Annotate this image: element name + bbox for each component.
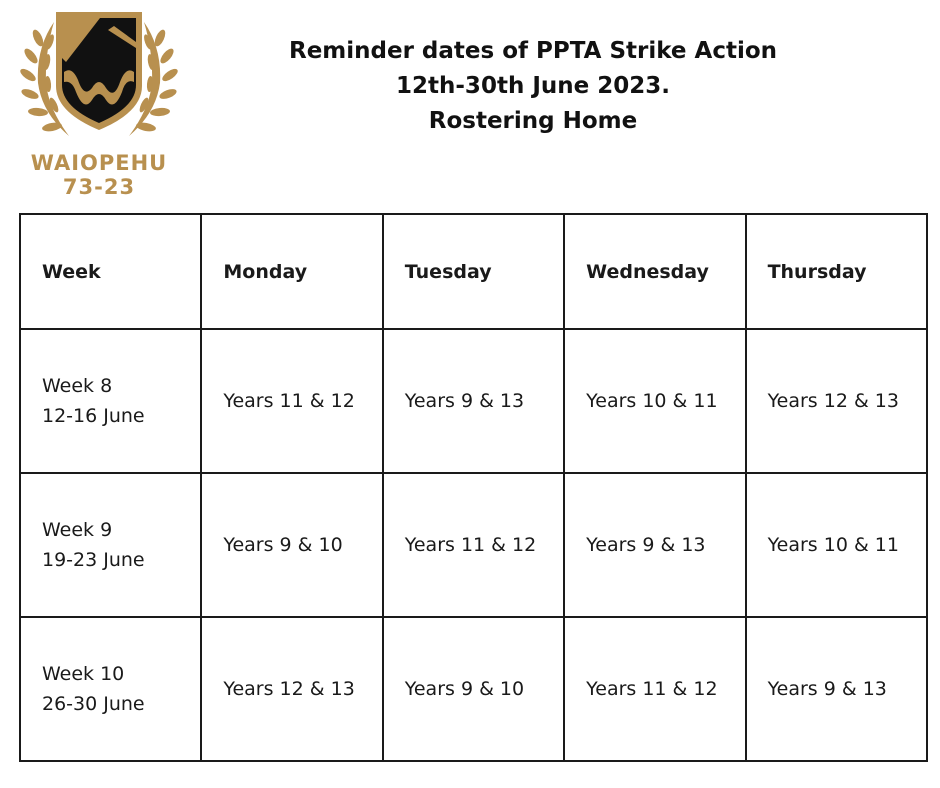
week-label: Week 10 (42, 663, 125, 685)
week-dates: 19-23 June (42, 549, 145, 571)
table-row (20, 473, 927, 617)
week-label: Week 8 (42, 375, 113, 397)
strike-roster-table (19, 213, 928, 762)
monday-cell: Years 12 & 13 (201, 617, 382, 761)
header-tuesday: Tuesday (383, 214, 564, 329)
logo-school-name: WAIOPEHU (30, 151, 168, 175)
school-crest-icon (14, 8, 184, 153)
school-logo (14, 8, 184, 198)
week-cell (20, 473, 201, 617)
thursday-cell: Years 9 & 13 (746, 617, 927, 761)
header-week: Week (20, 214, 201, 329)
week-cell (20, 617, 201, 761)
header-monday: Monday (201, 214, 382, 329)
wednesday-cell: Years 9 & 13 (564, 473, 745, 617)
thursday-cell: Years 12 & 13 (746, 329, 927, 473)
header-wednesday: Wednesday (564, 214, 745, 329)
week-dates: 26-30 June (42, 693, 145, 715)
wednesday-cell: Years 11 & 12 (564, 617, 745, 761)
monday-cell: Years 9 & 10 (201, 473, 382, 617)
monday-cell: Years 11 & 12 (201, 329, 382, 473)
table-row (20, 617, 927, 761)
title-line-2: 12th-30th June 2023. (396, 73, 670, 99)
logo-years: 73-23 (62, 175, 136, 199)
tuesday-cell: Years 9 & 13 (383, 329, 564, 473)
header-thursday: Thursday (746, 214, 927, 329)
week-label: Week 9 (42, 519, 113, 541)
tuesday-cell: Years 9 & 10 (383, 617, 564, 761)
title-line-3: Rostering Home (428, 108, 638, 134)
week-cell (20, 329, 201, 473)
wednesday-cell: Years 10 & 11 (564, 329, 745, 473)
week-dates: 12-16 June (42, 405, 145, 427)
title-line-1: Reminder dates of PPTA Strike Action (288, 38, 778, 64)
tuesday-cell: Years 11 & 12 (383, 473, 564, 617)
table-row (20, 329, 927, 473)
thursday-cell: Years 10 & 11 (746, 473, 927, 617)
table-header-row (20, 214, 927, 329)
page-title (250, 34, 816, 139)
